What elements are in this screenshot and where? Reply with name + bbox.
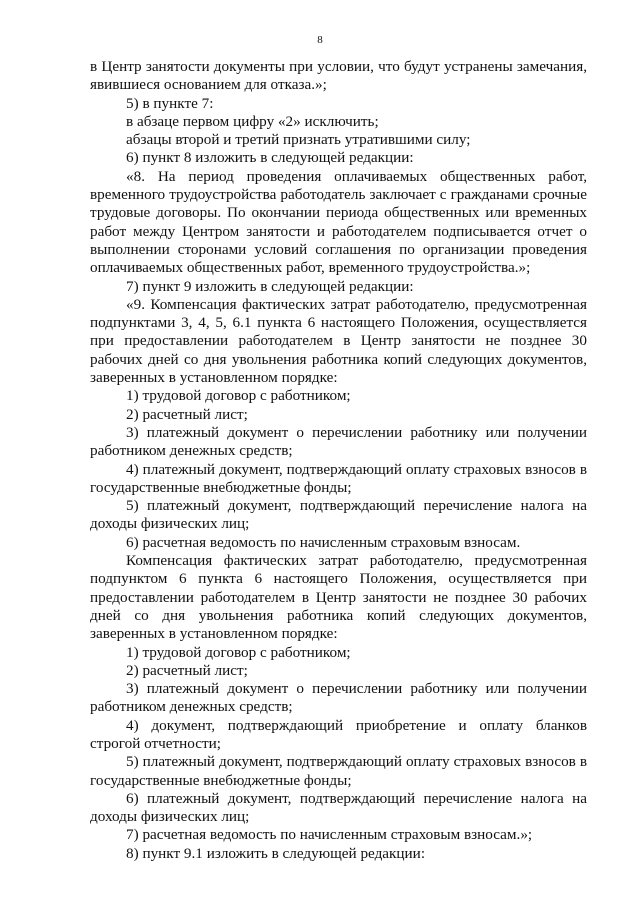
- paragraph-compensation: Компенсация фактических затрат работодателю, предусмотренная подпунктом 6 пункта 6 настоящего Положения, осуществляется при предоставлении работодателем в Центр занятости не позднее 30 рабочих дней со дня увольнения работника копий следующих документов, заверенных в установленном порядке:: [90, 552, 587, 643]
- list-item: 2) расчетный лист;: [126, 405, 248, 423]
- list-item: 6) платежный документ, подтверждающий перечисление налога на доходы физических лиц;: [90, 789, 587, 826]
- list-item: 3) платежный документ о перечислении работнику или получении работником денежных средств;: [90, 423, 587, 460]
- paragraph-item-6: 6) пункт 8 изложить в следующей редакции:: [126, 149, 414, 167]
- list-item: 6) расчетная ведомость по начисленным страховым взносам.: [126, 533, 521, 551]
- paragraph-continuation: в Центр занятости документы при условии, что будут устранены замечания, явившиеся основанием для отказа.»;: [90, 58, 587, 94]
- list-item: 1) трудовой договор с работником;: [126, 387, 351, 405]
- list-item: 5) платежный документ, подтверждающий перечисление налога на доходы физических лиц;: [90, 497, 587, 533]
- paragraph-item-8: 8) пункт 9.1 изложить в следующей редакции:: [126, 844, 426, 862]
- paragraph-item-5: 5) в пункте 7:: [126, 94, 214, 112]
- paragraph-clause-8: «8. На период проведения оплачиваемых общественных работ, временного трудоустройства работодатель заключает с гражданами срочные трудовые договоры. По окончании периода общественных или временных работ между Центром занятости и работодателем подписывается отчет о выполнении сторонами условий соглашения по организации проведения оплачиваемых общественных работ, временного трудоустройства.»;: [90, 167, 587, 277]
- list-item: 5) платежный документ, подтверждающий оплату страховых взносов в государственные внебюджетные фонды;: [90, 753, 587, 789]
- document-body: [90, 58, 587, 863]
- list-item: 3) платежный документ о перечислении работнику или получении работником денежных средств;: [90, 680, 587, 716]
- paragraph-item-5-b: абзацы второй и третий признать утратившими силу;: [126, 131, 471, 149]
- list-item: 2) расчетный лист;: [126, 661, 248, 679]
- list-item: 4) платежный документ, подтверждающий оплату страховых взносов в государственные внебюджетные фонды;: [90, 460, 587, 496]
- paragraph-item-5-a: в абзаце первом цифру «2» исключить;: [126, 112, 379, 130]
- paragraph-item-7: 7) пункт 9 изложить в следующей редакции:: [126, 277, 414, 295]
- list-item: 1) трудовой договор с работником;: [126, 643, 351, 661]
- list-item: 4) документ, подтверждающий приобретение и оплату бланков строгой отчетности;: [90, 716, 587, 752]
- list-item: 7) расчетная ведомость по начисленным страховым взносам.»;: [126, 826, 533, 844]
- page-number: 8: [317, 34, 323, 46]
- paragraph-clause-9: «9. Компенсация фактических затрат работодателю, предусмотренная подпунктами 3, 4, 5, 6.1 пункта 6 настоящего Положения, осуществляется при предоставлении работодателем в Центр занятости не позднее 30 рабочих дней со дня увольнения работника копий следующих документов, заверенных в установленном порядке:: [90, 295, 587, 387]
